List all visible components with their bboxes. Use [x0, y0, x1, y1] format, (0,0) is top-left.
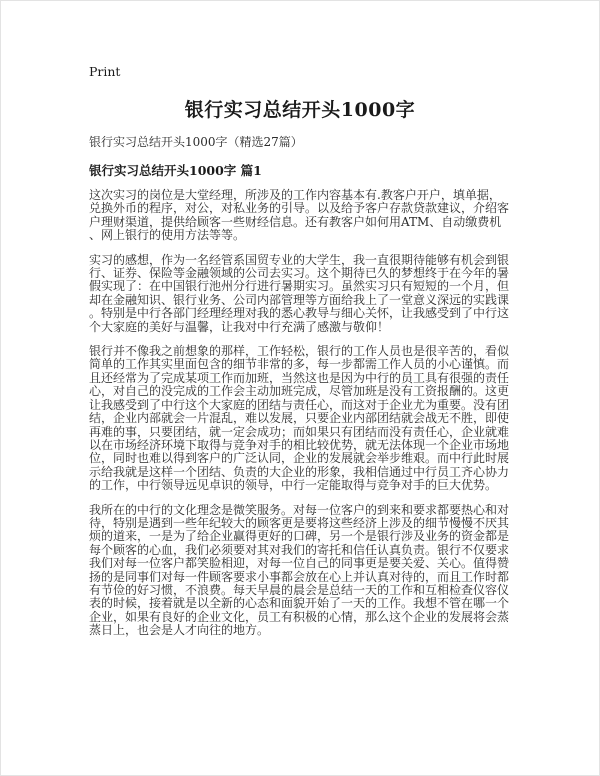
subtitle: 银行实习总结开头1000字（精选27篇）	[89, 135, 303, 149]
section-heading: 银行实习总结开头1000字 篇1	[89, 163, 262, 178]
print-button[interactable]: Print	[89, 64, 121, 79]
document-body	[89, 189, 511, 638]
page-title: 银行实习总结开头1000字	[184, 99, 416, 121]
paragraph: 这次实习的岗位是大堂经理，所涉及的工作内容基本有.教客户开户，填单据，兑换外币的程序，对公，对私业务的引导。以及给予客户存款贷款建议，介绍客户理财渠道，提供给顾客一些财经信息。还有教客户如何用ATM、自动缴费机、网上银行的使用方法等等。	[89, 188, 510, 243]
paragraph: 银行并不像我之前想象的那样，工作轻松，银行的工作人员也是很辛苦的，看似简单的工作其实里面包含的细节非常的多，每一步都需工作人员的小心谨慎。而且还经常为了完成某项工作而加班，当然这也是因为中行的员工具有很强的责任心，对自己的没完成的工作会主动加班完成，尽管加班是没有工资报酬的。这更让我感受到了中行这个大家庭的团结与责任心，而这对于企业尤为重要。没有团结，企业内部就会一片混乱，难以发展，只要企业内部团结就会战无不胜，即使再难的事，只要团结，就一定会成功；而如果只有团结而没有责任心，企业就难以在市场经济环境下取得与竞争对手的相比较优势，就无法体现一个企业市场地位，同时也难以得到客户的广泛认同，企业的发展就会举步维艰。而中行此时展示给我就是这样一个团结、负责的大企业的形象，我相信通过中行员工齐心协力的工作，中行领导远见卓识的领导，中行一定能取得与竞争对手的巨大优势。	[89, 344, 510, 493]
paragraph: 实习的感想，作为一名经管系国贸专业的大学生，我一直很期待能够有机会到银行、证券、保险等金融领域的公司去实习。这个期待已久的梦想终于在今年的暑假实现了：在中国银行池州分行进行暑期实习。虽然实习只有短短的一个月，但却在金融知识、银行业务、公司内部管理等方面给我上了一堂意义深远的实践课。特别是中行各部门经理经理对我的悉心教导与细心关怀，让我感受到了中行这个大家庭的美好与温馨，让我对中行充满了感激与敬仰！	[89, 252, 510, 334]
page-content	[1, 1, 599, 638]
paragraph: 我所在的中行的文化理念是微笑服务。对每一位客户的到来和要求都要热心和对待，特别是遇到一些年纪较大的顾客更是要将这些经济上涉及的细节慢慢不厌其烦的道来，一是为了给企业赢得更好的口碑，另一个是银行涉及业务的资金都是每个顾客的心血，我们必须要对其对我们的寄托和信任认真负责。银行不仅要求我们对每一位客户都笑脸相迎，对每一位自己的同事更是要关爱、关心。值得赞扬的是同事们对每一件顾客要求小事都会放在心上并认真对待的，而且工作时都有节俭的好习惯，不浪费。每天早晨的晨会是总结一天的工作和互相检查仪容仪表的时候，接着就是以全新的心态和面貌开始了一天的工作。我想不管在哪一个企业，如果有良好的企业文化，员工有积极的心情，那么这个企业的发展将会蒸蒸日上，也会是人才向往的地方。	[89, 502, 510, 638]
